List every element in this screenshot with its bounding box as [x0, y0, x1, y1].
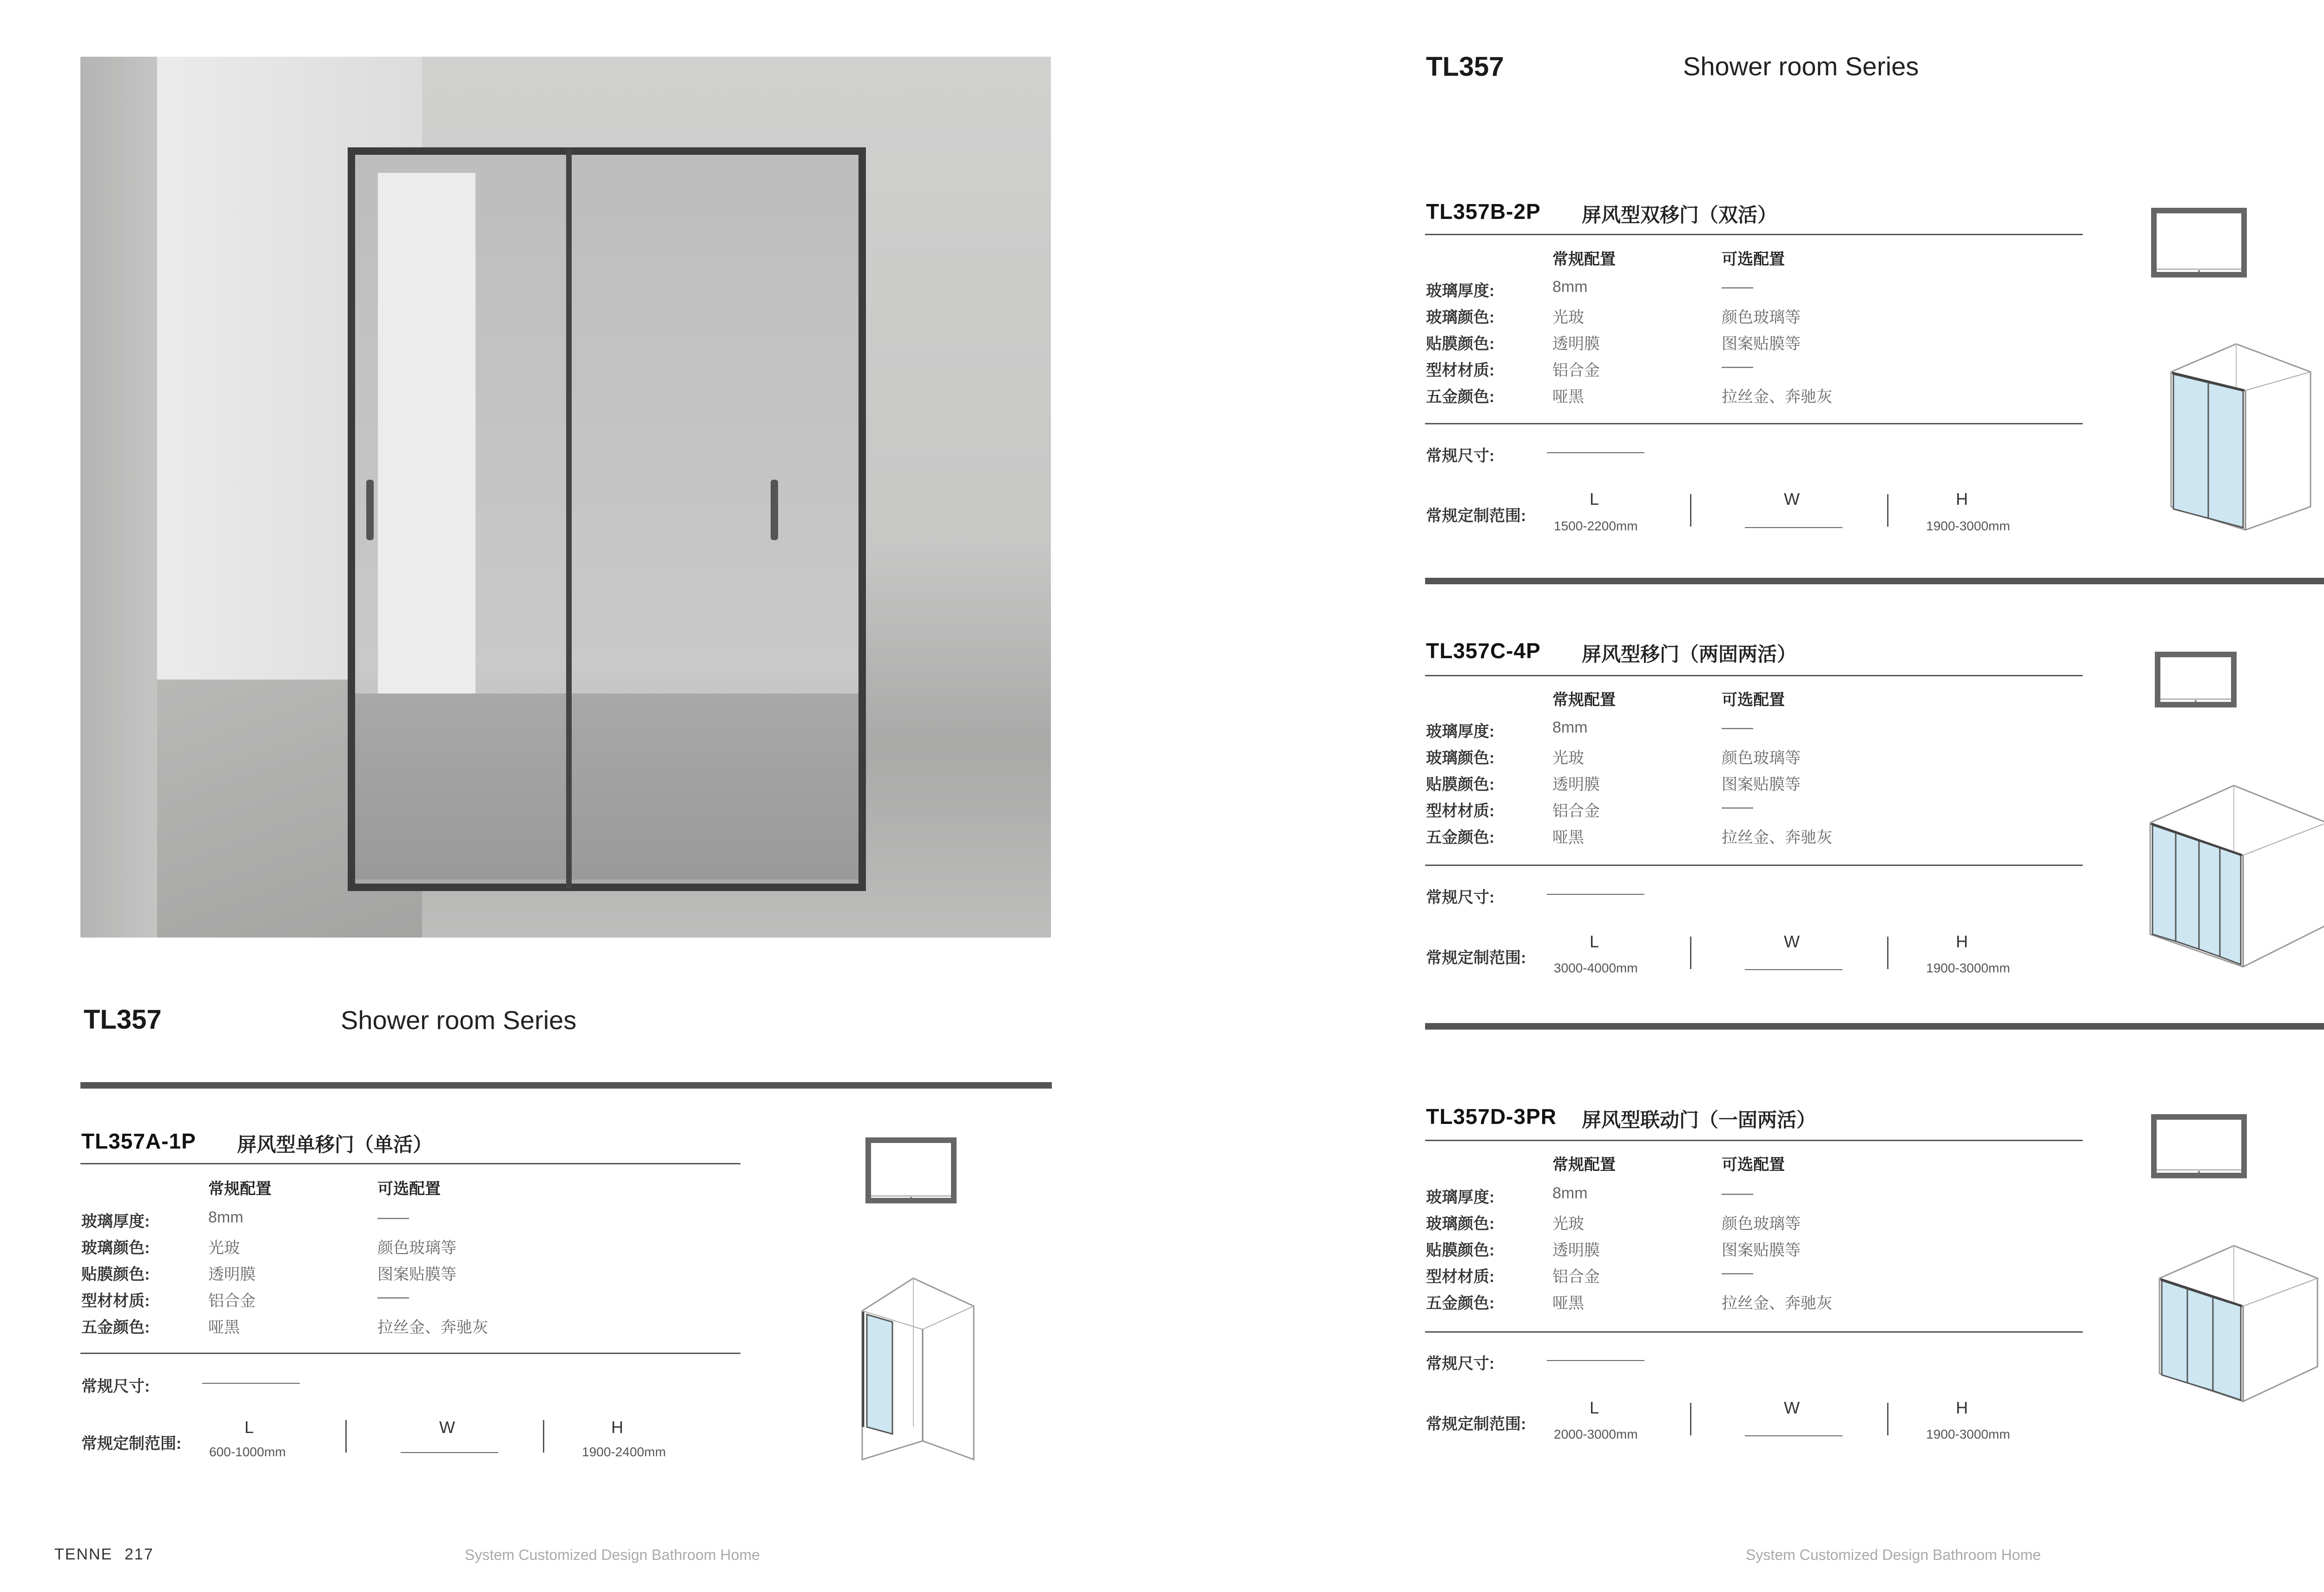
range-label: 常规定制范围:	[1426, 507, 1526, 525]
spec-optional: 颜色玻璃等	[1722, 1215, 1801, 1233]
size-label: 常规尺寸:	[81, 1378, 150, 1395]
front-elevation-drawing	[2150, 207, 2248, 281]
spec-optional: 颜色玻璃等	[377, 1239, 456, 1257]
dim-l: L	[1590, 489, 1599, 509]
dim-separator	[1690, 1403, 1691, 1435]
spec-standard: 透明膜	[1552, 776, 1600, 793]
dim-h-range: 1900-3000mm	[1926, 519, 2010, 533]
spec-standard: 哑黑	[1552, 829, 1584, 846]
model-rule	[1425, 1140, 2083, 1141]
spec-optional: ——	[1722, 1184, 1753, 1202]
col-optional-head: 可选配置	[377, 1180, 441, 1198]
spec-label: 型材材质:	[1426, 1268, 1495, 1286]
spec-label: 贴膜颜色:	[1426, 1242, 1495, 1259]
model-desc: 屏风型双移门（双活）	[1582, 204, 1777, 226]
isometric-drawing	[2155, 1241, 2324, 1408]
spec-standard: 8mm	[1552, 719, 1588, 736]
section-divider	[1425, 1023, 2324, 1030]
series-code: TL357	[84, 1004, 162, 1035]
size-line	[1547, 1360, 1644, 1361]
size-line	[202, 1383, 300, 1384]
spec-standard: 8mm	[208, 1209, 244, 1226]
spec-label: 玻璃颜色:	[1426, 309, 1495, 326]
col-standard-head: 常规配置	[208, 1180, 271, 1198]
spec-optional: ——	[1722, 1264, 1753, 1282]
spec-standard: 铝合金	[208, 1292, 256, 1310]
dim-l: L	[1590, 932, 1599, 951]
spec-optional: 颜色玻璃等	[1722, 749, 1801, 767]
photo-door-frame	[348, 147, 866, 891]
spec-label: 贴膜颜色:	[1426, 335, 1495, 353]
model-rule	[1425, 234, 2083, 235]
section-divider	[1425, 578, 2324, 584]
spec-optional: ——	[1722, 719, 1753, 736]
dim-w-line	[1745, 527, 1842, 528]
col-optional-head: 可选配置	[1722, 691, 1785, 709]
dim-h-range: 1900-2400mm	[582, 1445, 666, 1459]
spec-standard: 铝合金	[1552, 362, 1600, 379]
footer-tagline: System Customized Design Bathroom Home	[1746, 1546, 2041, 1563]
right-page	[1262, 0, 2324, 1592]
front-elevation-drawing	[2154, 651, 2238, 711]
spec-standard: 哑黑	[208, 1319, 240, 1336]
spec-optional: 图案贴膜等	[1722, 776, 1801, 793]
model-desc: 屏风型联动门（一固两活）	[1582, 1109, 1816, 1131]
dim-h-range: 1900-3000mm	[1926, 1427, 2010, 1441]
spec-standard: 8mm	[1552, 278, 1588, 296]
model-desc: 屏风型单移门（单活）	[237, 1134, 433, 1156]
size-line	[1547, 452, 1644, 453]
model-code: TL357D-3PR	[1426, 1104, 1557, 1129]
product-photo	[80, 57, 1051, 938]
model-code: TL357C-4P	[1426, 639, 1541, 663]
size-label: 常规尺寸:	[1426, 889, 1495, 906]
spec-label: 五金颜色:	[81, 1319, 150, 1336]
dim-w: W	[439, 1418, 455, 1437]
spec-label: 玻璃厚度:	[81, 1213, 150, 1230]
spec-optional: 图案贴膜等	[377, 1266, 456, 1283]
series-name: Shower room Series	[341, 1005, 577, 1035]
spec-optional: 拉丝金、奔驰灰	[1722, 1295, 1832, 1312]
spec-optional: ——	[1722, 798, 1753, 816]
spec-optional: 颜色玻璃等	[1722, 309, 1801, 326]
spec-optional: 图案贴膜等	[1722, 1242, 1801, 1259]
spec-label: 玻璃厚度:	[1426, 723, 1495, 740]
spec-standard: 光玻	[1552, 749, 1584, 767]
spec-label: 型材材质:	[1426, 802, 1495, 820]
spec-optional: ——	[1722, 357, 1753, 375]
spec-standard: 铝合金	[1552, 802, 1600, 820]
dim-h: H	[1956, 1398, 1968, 1417]
spec-standard: 哑黑	[1552, 388, 1584, 406]
series-code: TL357	[1426, 52, 1504, 82]
series-name: Shower room Series	[1683, 52, 1919, 81]
dim-separator	[1887, 494, 1888, 527]
spec-label: 五金颜色:	[1426, 1295, 1495, 1312]
spec-label: 玻璃颜色:	[1426, 1215, 1495, 1233]
spec-standard: 光玻	[1552, 1215, 1584, 1233]
dim-l: L	[1590, 1398, 1599, 1417]
spec-optional: ——	[1722, 278, 1753, 296]
dim-separator	[1690, 937, 1691, 969]
page-number: 217	[125, 1546, 154, 1563]
isometric-drawing	[853, 1274, 983, 1469]
dim-separator	[1887, 937, 1888, 969]
dim-l-range: 3000-4000mm	[1554, 961, 1638, 975]
isometric-drawing	[2166, 339, 2320, 535]
isometric-drawing	[2146, 781, 2324, 976]
spec-label: 玻璃厚度:	[1426, 282, 1495, 300]
spec-optional: 拉丝金、奔驰灰	[377, 1319, 488, 1336]
model-desc: 屏风型移门（两固两活）	[1582, 643, 1797, 665]
dim-l-range: 1500-2200mm	[1554, 519, 1638, 533]
photo-handle-left	[366, 480, 374, 540]
dim-h-range: 1900-3000mm	[1926, 961, 2010, 975]
spec-rule	[80, 1353, 740, 1354]
dim-l: L	[244, 1418, 254, 1437]
range-label: 常规定制范围:	[1426, 949, 1526, 967]
col-optional-head: 可选配置	[1722, 251, 1785, 268]
dim-h: H	[1956, 932, 1968, 951]
col-standard-head: 常规配置	[1552, 1156, 1616, 1174]
spec-label: 五金颜色:	[1426, 829, 1495, 846]
photo-door-mullion	[566, 150, 572, 889]
dim-w: W	[1784, 932, 1800, 951]
spec-label: 玻璃颜色:	[81, 1239, 150, 1257]
range-label: 常规定制范围:	[1426, 1415, 1526, 1433]
spec-standard: 哑黑	[1552, 1295, 1584, 1312]
spec-rule	[1425, 865, 2083, 866]
dim-l-range: 2000-3000mm	[1554, 1427, 1638, 1441]
dim-w-line	[1745, 969, 1842, 970]
spec-label: 贴膜颜色:	[81, 1266, 150, 1283]
dim-h: H	[611, 1418, 623, 1437]
spec-standard: 透明膜	[208, 1266, 256, 1283]
footer-brand: TENNE	[54, 1546, 113, 1563]
size-label: 常规尺寸:	[1426, 447, 1495, 465]
section-divider	[80, 1082, 1052, 1089]
model-code: TL357A-1P	[81, 1129, 196, 1153]
dim-w: W	[1784, 489, 1800, 509]
spec-label: 型材材质:	[1426, 362, 1495, 379]
model-rule	[1425, 675, 2083, 676]
col-standard-head: 常规配置	[1552, 251, 1616, 268]
spec-label: 型材材质:	[81, 1292, 150, 1310]
spec-label: 贴膜颜色:	[1426, 776, 1495, 793]
spec-rule	[1425, 1331, 2083, 1333]
dim-w-line	[401, 1452, 498, 1453]
spec-standard: 透明膜	[1552, 335, 1600, 353]
spec-label: 玻璃厚度:	[1426, 1189, 1495, 1206]
dim-l-range: 600-1000mm	[209, 1445, 286, 1459]
spec-optional: ——	[377, 1288, 409, 1306]
dim-separator	[543, 1420, 544, 1453]
spec-optional: 图案贴膜等	[1722, 335, 1801, 353]
size-label: 常规尺寸:	[1426, 1355, 1495, 1373]
spec-optional: ——	[377, 1209, 409, 1226]
spec-standard: 光玻	[1552, 309, 1584, 326]
dim-h: H	[1956, 489, 1968, 509]
front-elevation-drawing	[865, 1136, 957, 1211]
photo-handle-right	[771, 480, 778, 540]
photo-wall-left	[80, 57, 157, 938]
dim-separator	[345, 1420, 347, 1453]
spec-standard: 铝合金	[1552, 1268, 1600, 1286]
spec-label: 五金颜色:	[1426, 388, 1495, 406]
size-line	[1547, 894, 1644, 895]
spec-optional: 拉丝金、奔驰灰	[1722, 388, 1832, 406]
front-elevation-drawing	[2150, 1113, 2248, 1183]
footer-tagline: System Customized Design Bathroom Home	[465, 1546, 760, 1563]
spec-standard: 透明膜	[1552, 1242, 1600, 1259]
model-code: TL357B-2P	[1426, 199, 1541, 224]
spec-rule	[1425, 423, 2083, 424]
dim-w: W	[1784, 1398, 1800, 1417]
model-rule	[80, 1163, 740, 1164]
spec-standard: 光玻	[208, 1239, 240, 1257]
col-standard-head: 常规配置	[1552, 691, 1616, 709]
dim-w-line	[1745, 1435, 1842, 1436]
spec-label: 玻璃颜色:	[1426, 749, 1495, 767]
spec-standard: 8mm	[1552, 1184, 1588, 1202]
col-optional-head: 可选配置	[1722, 1156, 1785, 1174]
range-label: 常规定制范围:	[81, 1435, 182, 1453]
dim-separator	[1887, 1403, 1888, 1435]
dim-separator	[1690, 494, 1691, 527]
spec-optional: 拉丝金、奔驰灰	[1722, 829, 1832, 846]
